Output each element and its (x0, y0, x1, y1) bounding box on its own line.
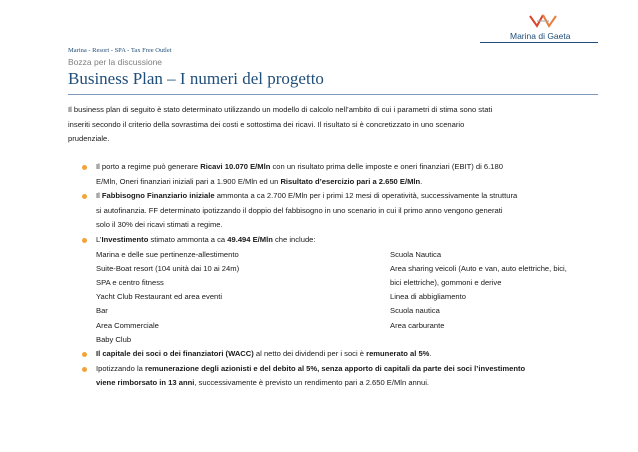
bullet-line: Il capitale dei soci o dei finanziatori (WACC) al netto dei dividendi per i soci è remunerato al 5%. (96, 348, 432, 358)
bullet-financing (82, 189, 602, 233)
bullet-line: viene rimborsato in 13 anni, successivamente è previsto un rendimento pari a 2.650 E/Mln annui. (96, 378, 430, 388)
bullet-line: E/Mln, Oneri finanziari iniziali pari a 1.900 E/Mln ed un Risultato d’esercizio pari a 2.650 E/Mln. (96, 176, 423, 186)
investment-item: Suite-Boat resort (104 unità dai 10 ai 24m) (96, 263, 240, 273)
bullet-revenue (82, 160, 602, 189)
intro-paragraph (68, 103, 598, 147)
investment-items (96, 248, 602, 347)
brand-divider (480, 42, 598, 43)
bullet-line: Ipotizzando la remunerazione degli azionisti e del debito al 5%, senza apporto di capitali da parte dei soci l’investimento (96, 363, 526, 373)
bullet-line: Il porto a regime può generare Ricavi 10.070 E/Mln con un risultato prima delle imposte e oneri finanziari (EBIT) di 6.180 (96, 162, 503, 171)
bullet-line: L’Investimento stimato ammonta a ca 49.494 E/Mln che include: (96, 234, 316, 244)
investment-item: Area sharing veicoli (Auto e van, auto elettriche, bici, (390, 263, 567, 273)
investment-item: Scuola Nautica (390, 249, 442, 259)
intro-line: inseriti secondo il criterio della sovrastima dei costi e sottostima dei ricavi. Il risultato si è concretizzato in uno scenario (68, 119, 465, 129)
marina-logo-icon (528, 12, 558, 28)
bullet-dot-icon (82, 238, 87, 243)
tagline: Marina - Resort - SPA - Tax Free Outlet (68, 47, 172, 54)
bullet-payback (82, 362, 602, 391)
bullet-line: Il Fabbisogno Finanziario iniziale ammonta a ca 2.700 E/Mln per i primi 12 mesi di operatività, successivamente la struttura (96, 191, 518, 201)
investment-item: Bar (96, 306, 108, 316)
investment-item: Linea di abbigliamento (390, 292, 466, 302)
bullet-investment (82, 233, 602, 347)
page-title: Business Plan – I numeri del progetto (68, 69, 324, 88)
bullet-dot-icon (82, 352, 87, 357)
brand-name: Marina di Gaeta (510, 31, 571, 41)
bullet-dot-icon (82, 165, 87, 170)
bullet-line: si autofinanzia. FF determinato ipotizzando il doppio del fabbisogno in uno scenario in cui il primo anno vengono generati (96, 205, 503, 215)
bullet-list (82, 160, 602, 391)
bullet-dot-icon (82, 367, 87, 372)
investment-item: Baby Club (96, 334, 132, 344)
draft-label: Bozza per la discussione (68, 57, 163, 67)
investment-item: SPA e centro fitness (96, 277, 164, 287)
investment-item: Area carburante (390, 320, 445, 330)
intro-line: prudenziale. (68, 134, 110, 144)
investment-item (390, 333, 610, 347)
investment-item: Yacht Club Restaurant ed area eventi (96, 292, 223, 302)
investment-item: bici elettriche), gommoni e derive (390, 277, 502, 287)
investment-item: Marina e delle sue pertinenze-allestimento (96, 249, 239, 259)
intro-line: Il business plan di seguito è stato determinato utilizzando un modello di calcolo nell’ambito di cui i parametri di stima sono stati (68, 105, 493, 114)
investment-item: Area Commerciale (96, 320, 159, 330)
investment-item: Scuola nautica (390, 306, 440, 316)
bullet-line: solo il 30% dei ricavi stimati a regime. (96, 220, 223, 230)
bullet-dot-icon (82, 194, 87, 199)
title-divider (68, 94, 598, 95)
bullet-wacc (82, 347, 602, 362)
